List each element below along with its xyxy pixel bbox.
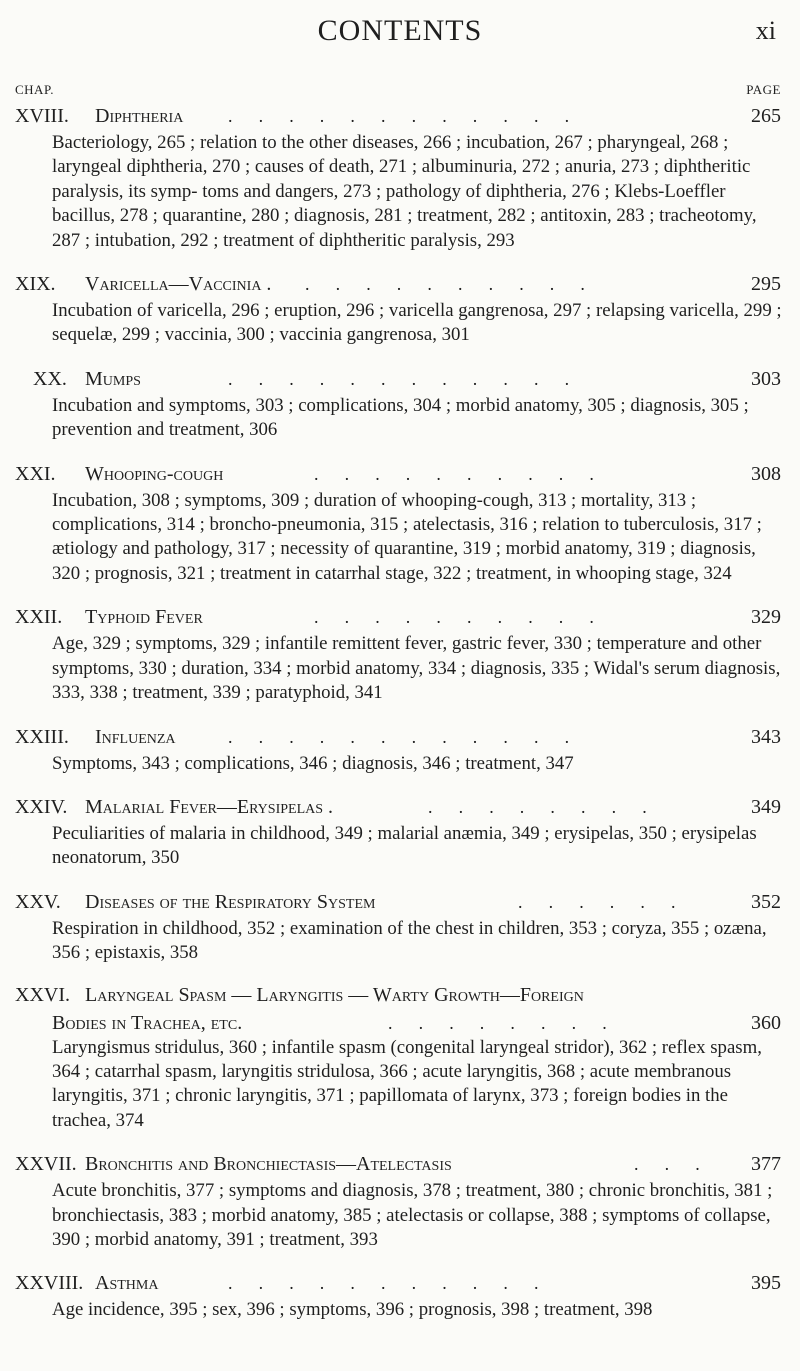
page-column-label: PAGE — [746, 82, 781, 97]
toc-entry-respiratory-system — [0, 886, 800, 966]
chapter-heading — [0, 1148, 800, 1180]
dot-leader: . . . — [634, 1154, 711, 1175]
chapter-title: Whooping-cough — [85, 462, 224, 485]
dot-leader: . . . . . . . . . . — [314, 607, 605, 628]
chapter-page: 360 — [751, 1011, 781, 1034]
dot-leader: . . . . . . . . — [428, 796, 658, 817]
chapter-page: 395 — [751, 1272, 781, 1295]
chapter-column-label: CHAP. — [15, 82, 54, 97]
chapter-page: 308 — [751, 462, 781, 485]
dot-leader: . . . . . . . . . . . . — [228, 106, 580, 126]
chapter-summary: Age, 329 ; symptoms, 329 ; infantile remittent fever, gastric fever, 330 ; temperature and other symptoms, 330 ; duration, 334 ; morbid anatomy, 334 ; diagnosis, 335 ; Widal's serum diagnosis, 333, 338 ; treatment, 339 ; paratyphoid, 341 — [52, 633, 781, 704]
chapter-title: Bronchitis and Bronchiectasis—Atelectasis — [85, 1153, 452, 1176]
toc-entry-influenza — [0, 721, 800, 776]
chapter-summary: Symptoms, 343 ; complications, 346 ; diagnosis, 346 ; treatment, 347 — [52, 752, 574, 774]
column-headings — [0, 82, 800, 102]
chapter-heading — [0, 981, 800, 1037]
toc-entry-asthma — [0, 1267, 800, 1322]
chapter-number: XXVII. — [15, 1153, 77, 1176]
chapter-heading — [0, 886, 800, 918]
chapter-page: 349 — [751, 795, 781, 818]
chapter-title: Malarial Fever—Erysipelas . — [85, 795, 334, 818]
chapter-heading — [0, 363, 800, 395]
chapter-number: XXVI. — [15, 983, 70, 1006]
chapter-page: 265 — [751, 105, 781, 127]
chapter-title: Diphtheria — [95, 105, 184, 127]
chapter-number: XXII. — [15, 606, 63, 629]
dot-leader: . . . . . . . . . . . — [228, 1273, 550, 1294]
chapter-page: 377 — [751, 1153, 781, 1176]
chapter-heading — [0, 791, 800, 823]
dot-leader: . . . . . . . . . . . . — [228, 368, 580, 389]
chapter-heading — [0, 458, 800, 490]
chapter-heading — [0, 1267, 800, 1299]
chapter-number: XXV. — [15, 890, 61, 913]
toc-entry-typhoid-fever — [0, 601, 800, 705]
dot-leader: . . . . . . — [518, 891, 687, 912]
chapter-page: 352 — [751, 890, 781, 913]
chapter-page: 295 — [751, 273, 781, 296]
chapter-title: Typhoid Fever — [85, 606, 203, 629]
toc-entry-varicella — [0, 268, 800, 348]
dot-leader: . . . . . . . . . . . . — [228, 726, 580, 747]
dot-leader: . . . . . . . . . . — [305, 274, 596, 295]
page-header — [0, 8, 800, 60]
toc-entry-mumps — [0, 363, 800, 443]
chapter-summary: Incubation, 308 ; symptoms, 309 ; duration of whooping-cough, 313 ; mortality, 313 ; complications, 314 ; broncho-pneumonia, 315 ; atelectasis, 316 ; relation to tuberculosis, 317 ; ætiology and pathology, 317 ; necessity of quarantine, 319 ; morbid anatomy, 319 ; diagnosis, 320 ; prognosis, 321 ; treatment in catarrhal stage, 322 ; treatment, in whooping stage, 324 — [52, 489, 762, 584]
chapter-heading — [0, 100, 800, 132]
toc-entry-diphtheria — [0, 100, 800, 253]
dot-leader: . . . . . . . . — [388, 1012, 618, 1033]
toc-entry-laryngeal-spasm — [0, 981, 800, 1134]
chapter-summary: Age incidence, 395 ; sex, 396 ; symptoms, 396 ; prognosis, 398 ; treatment, 398 — [52, 1299, 653, 1321]
dot-leader: . . . . . . . . . . — [314, 463, 605, 484]
chapter-heading — [0, 721, 800, 753]
chapter-number: XIX. — [15, 273, 56, 296]
toc-entry-malarial-fever — [0, 791, 800, 871]
chapter-number: XVIII. — [15, 105, 69, 127]
chapter-title: Influenza — [95, 725, 176, 748]
chapter-title: Laryngeal Spasm — Laryngitis — Warty Growth—Foreign — [85, 983, 584, 1006]
chapter-number: XXIII. — [15, 725, 69, 748]
page-number: xi — [755, 16, 776, 45]
chapter-number: XXVIII. — [15, 1272, 84, 1295]
chapter-summary: Incubation and symptoms, 303 ; complications, 304 ; morbid anatomy, 305 ; diagnosis, 305 ; prevention and treatment, 306 — [52, 394, 749, 441]
chapter-summary: Respiration in childhood, 352 ; examination of the chest in children, 353 ; coryza, 355 ; ozæna, 356 ; epistaxis, 358 — [52, 917, 767, 964]
chapter-heading — [0, 268, 800, 300]
chapter-title: Asthma — [95, 1272, 159, 1295]
chapter-summary: Peculiarities of malaria in childhood, 349 ; malarial anæmia, 349 ; erysipelas, 350 ; erysipelas neonatorum, 350 — [52, 822, 757, 869]
page-title: CONTENTS — [317, 14, 483, 47]
chapter-page: 343 — [751, 725, 781, 748]
chapter-number: XXIV. — [15, 795, 68, 818]
chapter-summary: Bacteriology, 265 ; relation to the other diseases, 266 ; incubation, 267 ; pharyngeal, 268 ; laryngeal diphtheria, 270 ; causes of death, 271 ; albuminuria, 272 ; anuria, 273 ; diphtheritic paralysis, its symp- toms and dangers, 273 ; pathology of diphtheria, 276 ; Klebs-Loeffler bacillus, 278 ; quarantine, 280 ; diagnosis, 281 ; treatment, 282 ; antitoxin, 283 ; tracheotomy, 287 ; intubation, 292 ; treatment of diphtheritic paralysis, 293 — [52, 132, 757, 251]
chapter-page: 329 — [751, 606, 781, 629]
chapter-summary: Laryngismus stridulus, 360 ; infantile spasm (congenital laryngeal stridor), 362 ; reflex spasm, 364 ; catarrhal spasm, laryngitis stridulosa, 366 ; acute laryngitis, 368 ; acute membranous laryngitis, 371 ; chronic laryngitis, 371 ; papillomata of larynx, 373 ; foreign bodies in the trachea, 374 — [52, 1036, 762, 1131]
chapter-page: 303 — [751, 367, 781, 390]
toc-entry-whooping-cough — [0, 458, 800, 587]
chapter-number: XXI. — [15, 462, 56, 485]
chapter-number: XX. — [33, 367, 67, 390]
table-of-contents — [0, 100, 800, 1338]
toc-entry-bronchitis — [0, 1148, 800, 1252]
chapter-title-continued: Bodies in Trachea, etc. — [52, 1011, 243, 1034]
chapter-title: Diseases of the Respiratory System — [85, 890, 376, 913]
chapter-title: Varicella—Vaccinia . — [85, 273, 272, 296]
chapter-summary: Acute bronchitis, 377 ; symptoms and diagnosis, 378 ; treatment, 380 ; chronic bronchitis, 381 ; bronchiectasis, 383 ; morbid anatomy, 385 ; atelectasis or collapse, 388 ; symptoms of collapse, 390 ; morbid anatomy, 391 ; treatment, 393 — [52, 1180, 773, 1250]
chapter-summary: Incubation of varicella, 296 ; eruption, 296 ; varicella gangrenosa, 297 ; relapsing varicella, 299 ; sequelæ, 299 ; vaccinia, 300 ; vaccinia gangrenosa, 301 — [52, 300, 782, 346]
chapter-title: Mumps — [85, 367, 141, 390]
chapter-heading — [0, 601, 800, 633]
